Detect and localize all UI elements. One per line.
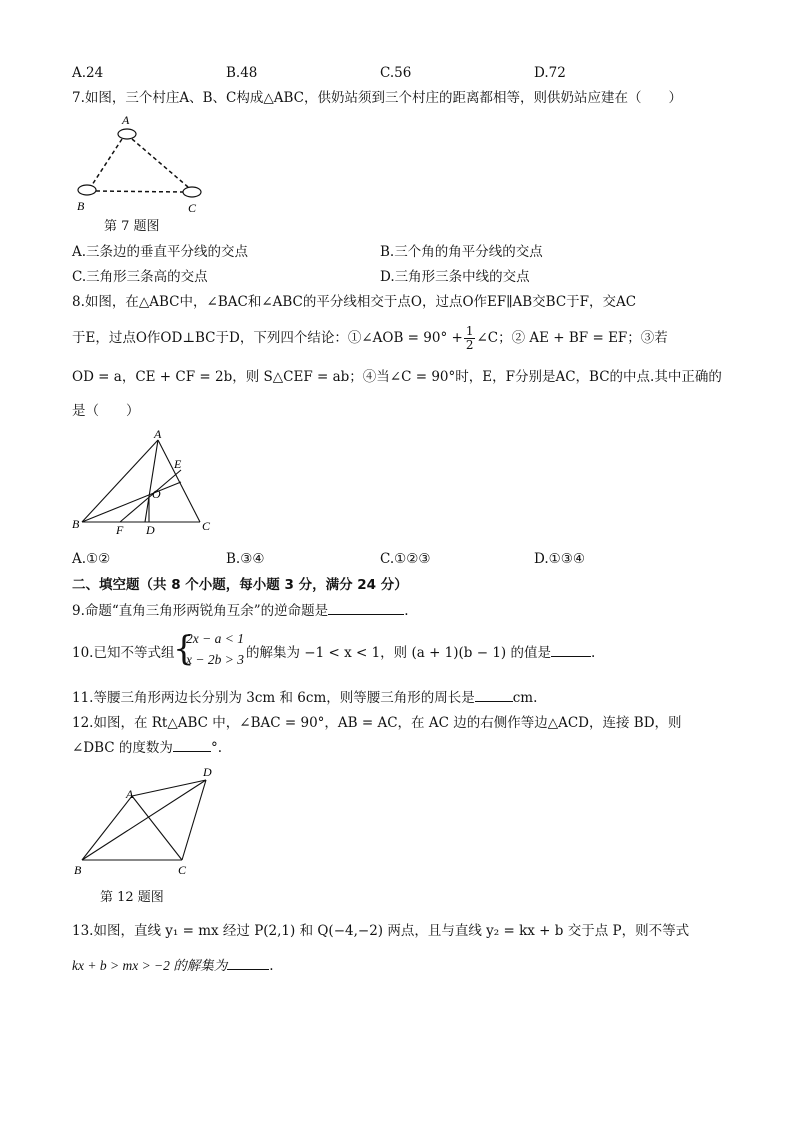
q9-end: . [404, 603, 409, 619]
q10-row1: 2x − a < 1 [186, 631, 244, 646]
q10-end: . [591, 645, 596, 661]
q7-label-c: C [188, 201, 197, 215]
q8-label-a: A [154, 427, 162, 441]
q8-option-b: B.③④ [226, 551, 265, 567]
q8-option-c: C.①②③ [380, 551, 431, 567]
q10-brace: { [173, 629, 195, 669]
q8-line1: 8.如图，在△ABC中，∠BAC和∠ABC的平分线相交于点O，过点O作EF∥AB交BC于F，交AC [72, 294, 637, 310]
q6-option-a: A.24 [72, 65, 104, 81]
q10-tail [246, 644, 595, 662]
q7-label-b: B [77, 199, 85, 213]
q8-label-d: D [146, 523, 155, 537]
q8-fraction [464, 325, 476, 352]
q13-line2-text: kx + b > mx > −2 的解集为 [72, 958, 228, 973]
q8-label-o: O [152, 487, 161, 501]
q8-label-c: C [202, 519, 211, 533]
q11-answer-blank[interactable] [475, 689, 513, 702]
q12-line1: 12.如图，在 Rt△ABC 中，∠BAC = 90°，AB = AC，在 AC 边的右侧作等边△ACD，连接 BD，则 [72, 715, 682, 731]
q13-line1: 13.如图，直线 y₁ = mx 经过 P(2,1) 和 Q(−4,−2) 两点，且与直线 y₂ = kx + b 交于点 P，则不等式 [72, 923, 690, 939]
q12-figure [72, 764, 222, 884]
q11-text: 11.等腰三角形两边长分别为 3cm 和 6cm，则等腰三角形的周长是 [72, 690, 475, 706]
q8-figure [72, 427, 222, 540]
q9 [72, 602, 408, 620]
q7-option-a: A.三条边的垂直平分线的交点 [72, 244, 249, 260]
q12-caption: 第 12 题图 [100, 890, 164, 905]
q10-row2: x − 2b > 3 [186, 652, 244, 667]
q7-figure [72, 112, 212, 215]
q9-text: 9.命题“直角三角形两锐角互余”的逆命题是 [72, 603, 329, 619]
q12-line2-text: ∠DBC 的度数为 [72, 740, 173, 756]
q8-label-b: B [72, 517, 80, 531]
q8-label-e: E [174, 457, 182, 471]
q8-line2 [72, 325, 668, 352]
q12-label-b: B [74, 863, 82, 877]
q10-answer-blank[interactable] [551, 644, 591, 657]
q8-line2-pre: 于E，过点O作OD⊥BC于D，下列四个结论：①∠AOB = 90° + [72, 330, 463, 346]
q8-line2-post: ∠C；② AE + BF = EF；③若 [476, 330, 668, 346]
q13-line2-end: . [269, 958, 274, 974]
q8-frac-num: 1 [465, 324, 474, 338]
q9-answer-blank[interactable] [328, 602, 404, 615]
q6-option-b: B.48 [226, 65, 258, 81]
q12-line2 [72, 739, 222, 757]
q7-option-d: D.三角形三条中线的交点 [380, 269, 530, 285]
q7-caption: 第 7 题图 [104, 219, 160, 234]
q7-label-a: A [122, 113, 130, 127]
q6-option-d: D.72 [534, 65, 566, 81]
q8-option-a: A.①② [72, 551, 111, 567]
q10-pre: 10.已知不等式组 [72, 645, 175, 661]
q7-option-c: C.三角形三条高的交点 [72, 269, 208, 285]
q12-label-c: C [178, 863, 187, 877]
q12-label-d: D [203, 765, 212, 779]
q12-label-a: A [126, 787, 134, 801]
q11 [72, 689, 537, 707]
section2-title: 二、填空题（共 8 个小题，每小题 3 分，满分 24 分） [72, 577, 408, 593]
q7-stem: 7.如图，三个村庄A、B、C构成△ABC，供奶站须到三个村庄的距离都相等，则供奶站应建在（ ） [72, 90, 683, 106]
q8-label-f: F [116, 523, 124, 537]
q8-frac-den: 2 [465, 338, 474, 352]
q7-option-b: B.三个角的角平分线的交点 [380, 244, 543, 260]
q8-line3: OD = a，CE + CF = 2b，则 S△CEF = ab；④当∠C = 90°时，E，F分别是AC，BC的中点.其中正确的 [72, 369, 722, 385]
q12-answer-blank[interactable] [173, 739, 211, 752]
q10-post: 的解集为 −1 < x < 1，则 (a + 1)(b − 1) 的值是 [246, 645, 551, 661]
q8-option-d: D.①③④ [534, 551, 585, 567]
q6-option-c: C.56 [380, 65, 412, 81]
q13-line2 [72, 957, 274, 975]
q8-line4: 是（ ） [72, 403, 140, 419]
q13-answer-blank[interactable] [227, 957, 269, 970]
q11-end: cm. [512, 690, 538, 706]
q12-line2-end: °. [210, 740, 222, 756]
